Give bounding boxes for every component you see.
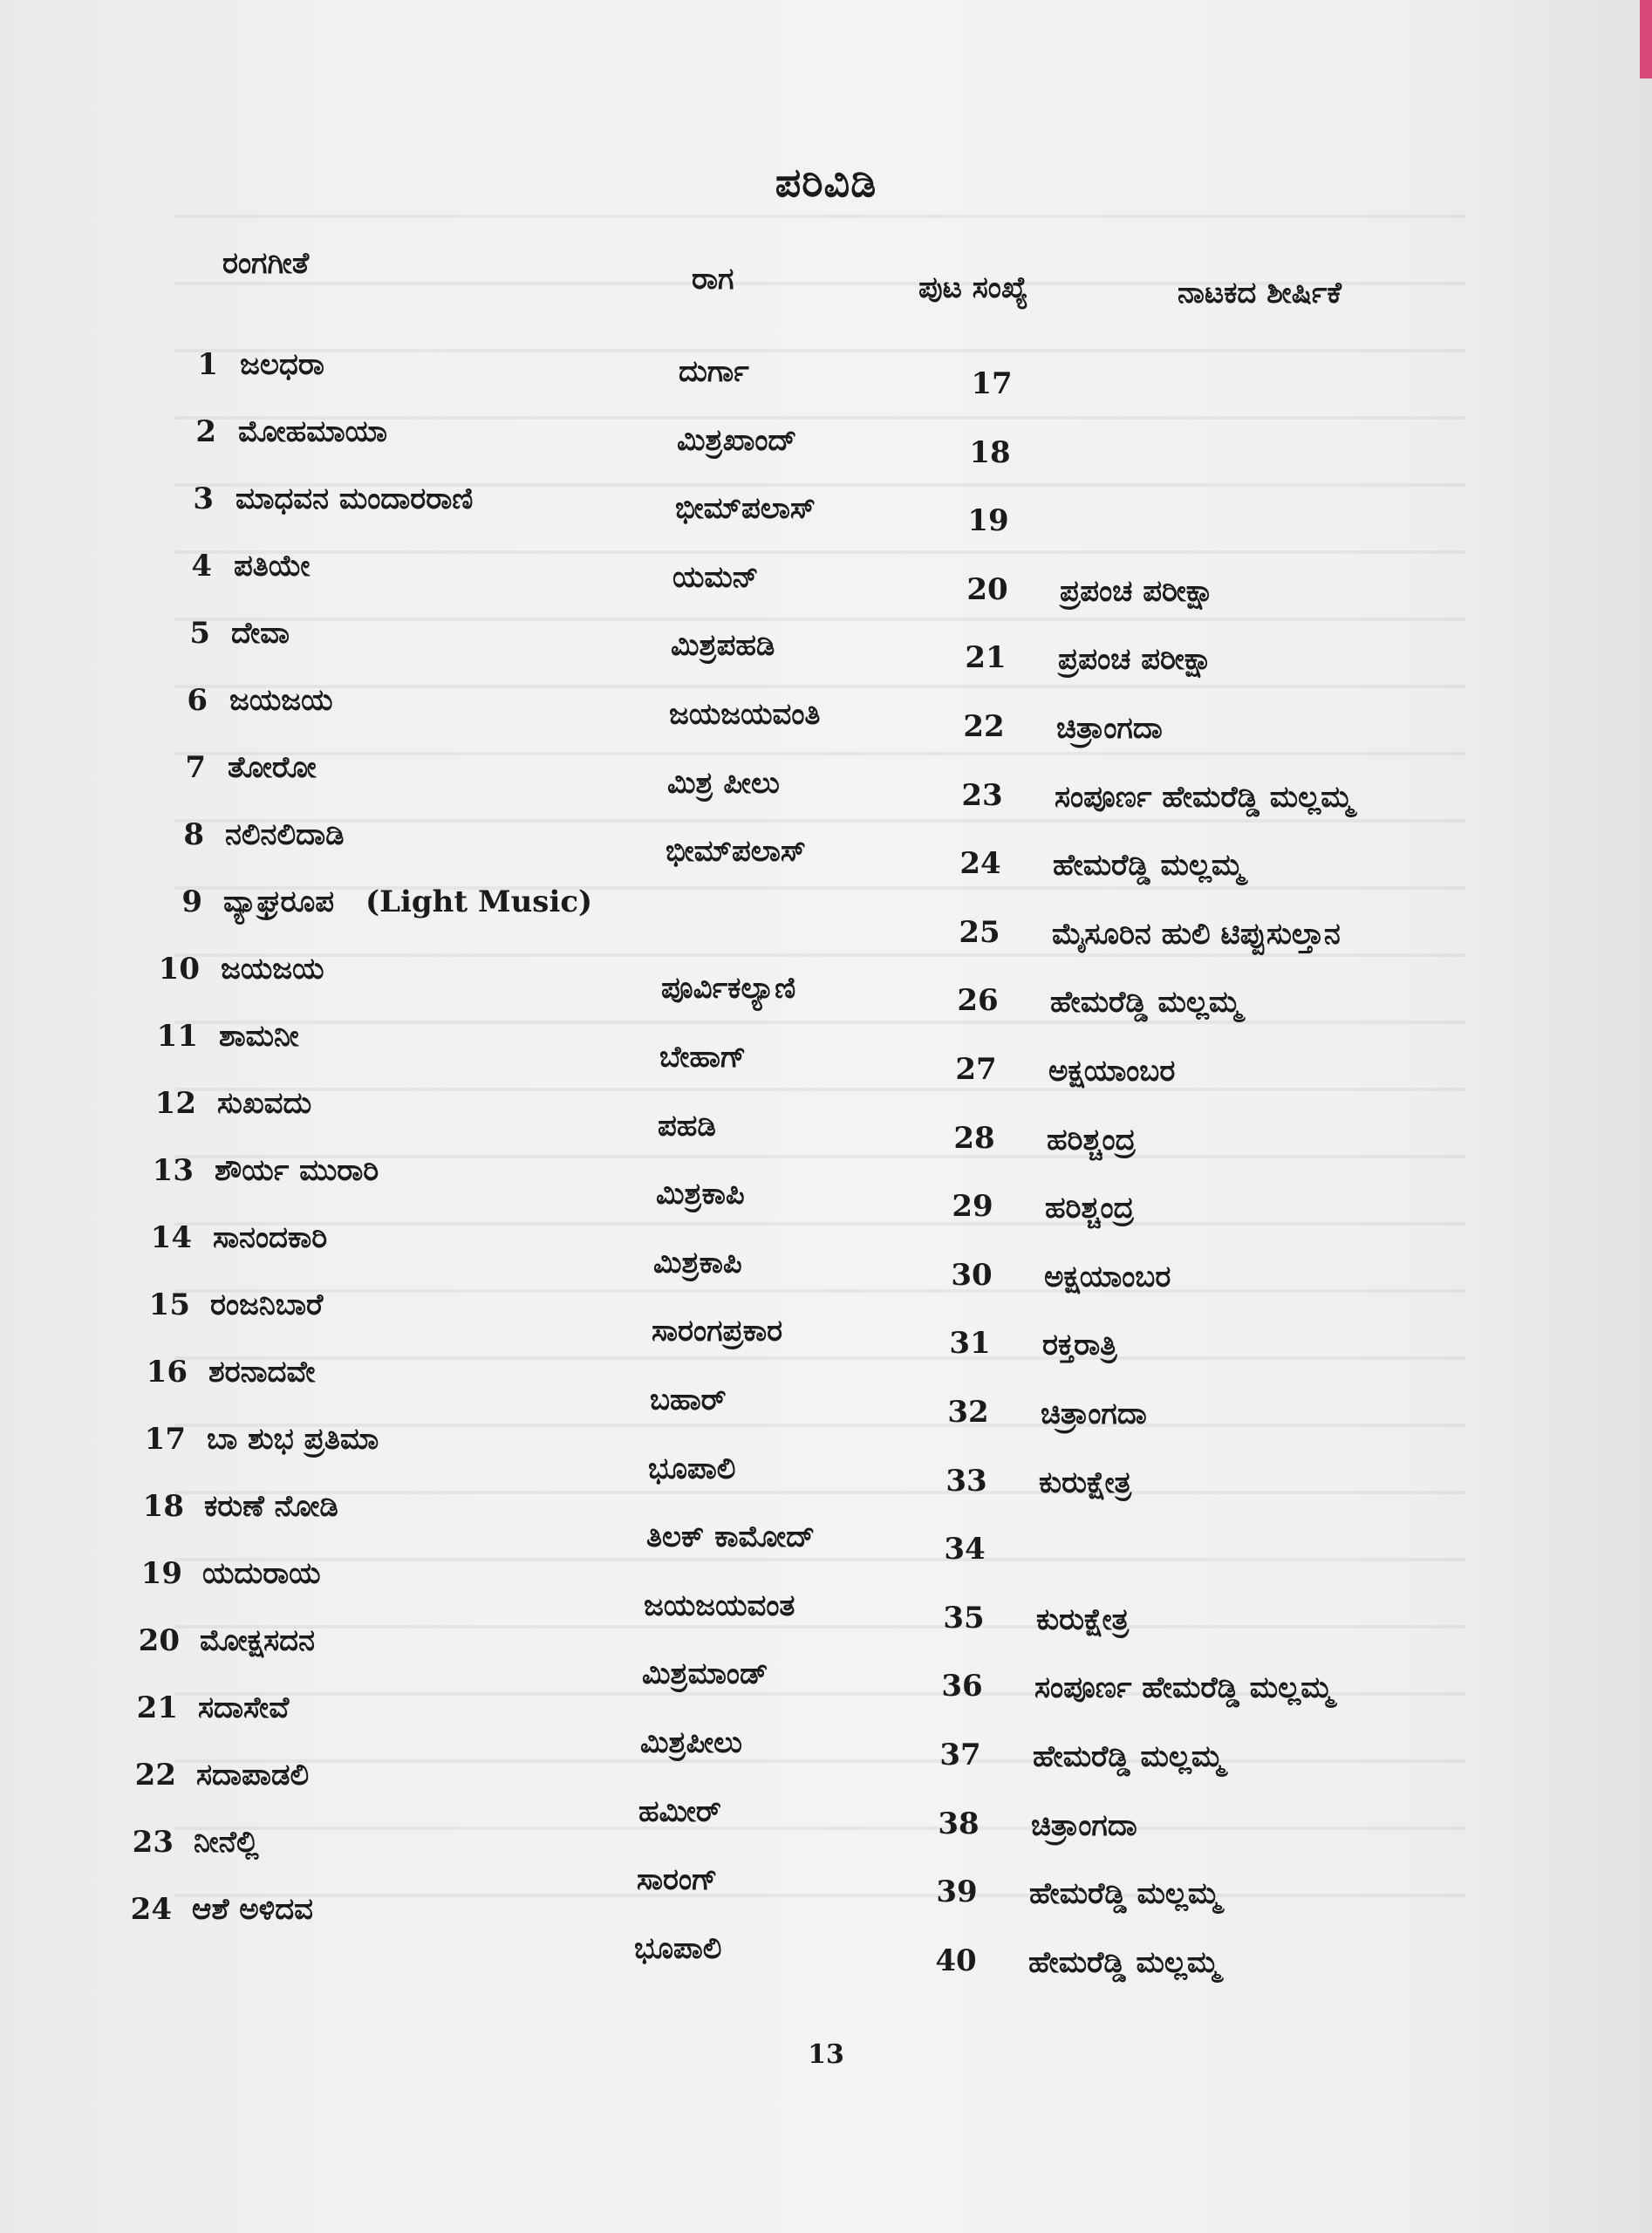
header-song: ರಂಗಗೀತೆ [222,246,310,281]
row-number: 4 [191,549,212,584]
play-title: ಪ್ರಪಂಚ ಪರೀಕ್ಷಾ [1058,642,1213,677]
row-number: 22 [134,1758,176,1793]
page-number-cell: 30 [951,1258,993,1293]
row-number: 21 [136,1690,178,1725]
page-number-cell: 32 [947,1395,989,1430]
raga-name: ಜಯಜಯವಂತ [644,1588,795,1623]
header-page: ಪುಟ ಸಂಖ್ಯೆ [918,270,1028,305]
page-number-cell: 34 [944,1532,986,1567]
page-number-cell: 18 [969,435,1011,470]
header-raga: ರಾಗ [692,262,734,297]
song-title: ಜಲಧರಾ [240,347,324,382]
raga-name: ದುರ್ಗಾ [679,354,749,389]
page-number-cell: 33 [945,1464,987,1499]
raga-name: ಮಿಶ್ರಪಹಡಿ [671,628,775,663]
play-title: ಚಿತ್ರಾಂಗದಾ [1041,1396,1147,1431]
play-title: ಚಿತ್ರಾಂಗದಾ [1056,711,1163,746]
raga-name: ಸಾರಂಗ್ [637,1862,718,1897]
row-number: 19 [140,1556,182,1591]
row-number: 15 [148,1287,190,1322]
row-number: 6 [187,683,208,718]
row-number: 3 [193,481,214,516]
song-title: ನಲಿನಲಿದಾಡಿ [225,817,345,852]
page-number-cell: 25 [959,915,1000,950]
song-title: ಸದಾಸೇವೆ [198,1690,290,1725]
row-number: 20 [138,1623,180,1658]
song-title: ವ್ಯಾಘ್ರರೂಪ [223,884,335,919]
play-title: ಸಂಪೂರ್ಣ ಹೇಮರೆಡ್ಡಿ ಮಲ್ಲಮ್ಮ [1055,780,1354,815]
row-number: 14 [150,1220,192,1255]
play-title: ಅಕ್ಷಯಾಂಬರ [1048,1054,1176,1089]
raga-name: ಮಿಶ್ರ ಪೀಲು [667,766,780,801]
page-number-cell: 36 [941,1669,983,1704]
raga-name: ಯಮನ್ [672,560,759,595]
song-title: ಯದುರಾಯ [202,1556,321,1591]
play-title: ಮೈಸೂರಿನ ಹುಲಿ ಟಿಪ್ಪುಸುಲ್ತಾನ [1052,917,1341,952]
song-title: ರಂಜನಿಬಾರೆ [210,1287,324,1322]
page-number-cell: 24 [959,846,1001,881]
page-number-cell: 40 [935,1943,977,1978]
page-edge-strip [1640,0,1652,79]
page-number-cell: 29 [952,1189,993,1224]
song-title: ನೀನೆಲ್ಲಿ [194,1825,259,1860]
song-title: ಬಾ ಶುಭ ಪ್ರತಿಮಾ [207,1422,379,1457]
play-title: ಸಂಪೂರ್ಣ ಹೇಮರೆಡ್ಡಿ ಮಲ್ಲಮ್ಮ [1034,1670,1334,1705]
raga-name: ಭೂಪಾಲಿ [634,1931,722,1966]
raga-name: ಮಿಶ್ರಖಾಂದ್ [677,423,797,458]
row-number: 5 [189,616,210,651]
play-title: ಹರಿಶ್ಚಂದ್ರ [1047,1123,1137,1157]
raga-name: ಭೀಮ್‌ಪಲಾಸ್ [666,834,806,869]
page-number-cell: 35 [943,1601,985,1635]
page-number-cell: 27 [955,1052,997,1087]
row-number: 9 [181,884,202,919]
raga-name: ತಿಲಕ್ ಕಾಮೋದ್ [646,1519,816,1554]
play-title: ಹರಿಶ್ಚಂದ್ರ [1045,1191,1135,1226]
raga-name: ಬೇಹಾಗ್ [659,1040,747,1075]
row-number: 2 [195,414,216,449]
page-number-cell: 37 [939,1738,981,1772]
song-title-english: (Light Music) [365,884,593,919]
play-title: ಹೇಮರೆಡ್ಡಿ ಮಲ್ಲಮ್ಮ [1033,1739,1224,1774]
raga-name: ಬಹಾರ್ [650,1383,727,1417]
raga-name: ಮಿಶ್ರಕಾಪಿ [653,1246,742,1280]
play-title: ಕುರುಕ್ಷೇತ್ರ [1036,1602,1130,1637]
song-title: ಸಾನಂದಕಾರಿ [213,1220,328,1255]
header-play: ನಾಟಕದ ಶೀರ್ಷಿಕೆ [1178,276,1342,311]
page-number-cell: 38 [938,1806,980,1841]
raga-name: ಪೂರ್ವಿಕಲ್ಯಾಣಿ [661,971,796,1006]
song-title: ಮೋಹಮಾಯಾ [238,414,387,449]
song-title: ಸುಖವದು [217,1086,312,1121]
row-number: 23 [132,1825,174,1860]
play-title: ಅಕ್ಷಯಾಂಬರ [1044,1260,1171,1294]
page-number-cell: 39 [936,1874,978,1909]
page-number: 13 [808,2039,844,2070]
raga-name: ಜಯಜಯವಂತಿ [669,697,821,732]
raga-name: ಹಮೀರ್ [638,1794,721,1829]
row-number: 12 [154,1086,196,1121]
song-title: ಕರುಣೆ ನೋಡಿ [204,1489,338,1524]
song-title: ಮಾಧವನ ಮಂದಾರರಾಣಿ [236,481,474,516]
raga-name: ಮಿಶ್ರಪೀಲು [640,1725,742,1760]
song-title: ಜಯಜಯ [221,952,324,987]
row-number: 16 [146,1355,188,1390]
raga-name: ಭೂಪಾಲಿ [648,1451,736,1486]
song-title: ಜಯಜಯ [229,683,333,718]
row-number: 1 [197,347,218,382]
play-title: ರಕ್ತರಾತ್ರಿ [1042,1328,1117,1362]
play-title: ಚಿತ್ರಾಂಗದಾ [1031,1808,1137,1843]
row-number: 17 [144,1422,186,1457]
raga-name: ಮಿಶ್ರಮಾಂಡ್ [642,1656,768,1691]
song-title: ಆಶೆ ಅಳಿದವ [192,1892,313,1927]
raga-name: ಪಹಡಿ [658,1109,716,1144]
song-title: ಸದಾಪಾಡಲಿ [196,1758,310,1793]
song-title: ಮೋಕ್ಷಸದನ [200,1623,316,1658]
play-title: ಹೇಮರೆಡ್ಡಿ ಮಲ್ಲಮ್ಮ [1028,1945,1219,1980]
row-number: 11 [156,1019,198,1054]
play-title: ಹೇಮರೆಡ್ಡಿ ಮಲ್ಲಮ್ಮ [1053,848,1244,883]
play-title: ಕುರುಕ್ಷೇತ್ರ [1039,1465,1132,1500]
page-number-cell: 19 [967,503,1009,538]
page-number-cell: 23 [961,778,1003,813]
row-number: 18 [142,1489,184,1524]
song-title: ದೇವಾ [231,616,290,651]
row-number: 13 [152,1153,194,1188]
row-number: 8 [183,817,204,852]
song-title: ಶಾಮನೀ [219,1019,299,1054]
song-title: ಪತಿಯೇ [234,549,311,584]
row-number: 7 [185,750,206,785]
page-number-cell: 21 [965,640,1007,675]
page-title: ಪರಿವಿಡಿ [775,159,877,206]
row-number: 24 [130,1892,172,1927]
raga-name: ಸಾರಂಗಪ್ರಕಾರ [652,1314,783,1349]
row-number: 10 [158,952,200,987]
play-title: ಹೇಮರೆಡ್ಡಿ ಮಲ್ಲಮ್ಮ [1050,985,1241,1020]
page-number-cell: 22 [963,709,1005,744]
song-title: ತೋರೋ [228,750,317,785]
page-number-cell: 17 [971,366,1013,401]
play-title: ಪ್ರಪಂಚ ಪರೀಕ್ಷಾ [1060,574,1215,609]
raga-name: ಭೀಮ್‌ಪಲಾಸ್ [675,491,816,526]
page-number-cell: 28 [953,1121,995,1156]
song-title: ಶೌರ್ಯ ಮುರಾರಿ [215,1153,379,1188]
page-number-cell: 26 [957,983,999,1018]
page-number-cell: 31 [949,1326,991,1361]
raga-name: ಮಿಶ್ರಕಾಪಿ [656,1177,745,1212]
page-number-cell: 20 [966,572,1008,607]
song-title: ಶರನಾದವೇ [208,1355,316,1390]
play-title: ಹೇಮರೆಡ್ಡಿ ಮಲ್ಲಮ್ಮ [1029,1876,1220,1911]
